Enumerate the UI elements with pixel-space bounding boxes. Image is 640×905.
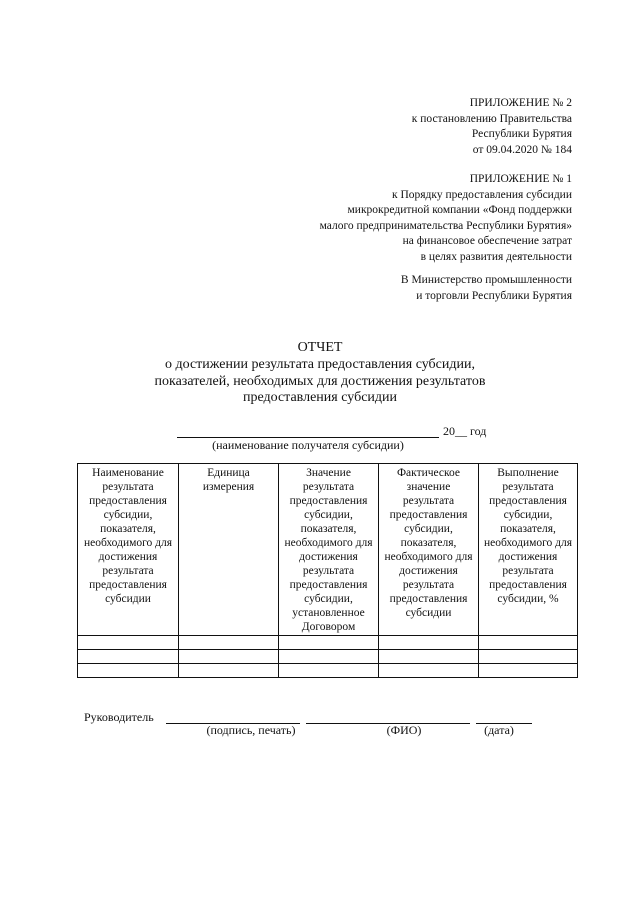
report-year: 20__ год — [443, 424, 487, 438]
table-cell[interactable] — [179, 650, 279, 664]
report-title: ОТЧЕТ — [297, 340, 343, 355]
table-cell[interactable] — [279, 650, 379, 664]
appendix-1-line: малого предпринимательства Республики Бурятия» — [319, 219, 572, 232]
appendix-2-title: ПРИЛОЖЕНИЕ № 2 — [469, 97, 572, 109]
table-cell[interactable] — [479, 650, 578, 664]
addressee-line: и торговли Республики Бурятия — [416, 289, 572, 302]
report-subtitle — [0, 357, 640, 407]
appendix-2-date: от 09.04.2020 № 184 — [472, 143, 572, 156]
header-cell-indicator-name: Наименование результата предоставления субсидии, показателя, необходимого для достижения результата предоставления субсидии — [78, 464, 179, 636]
table-cell[interactable] — [78, 636, 179, 650]
header-cell-completion: Выполнение результата предоставления субсидии, показателя, необходимого для достижения результата предоставления субсидии, % — [479, 464, 578, 636]
table-row — [78, 650, 578, 664]
appendix-1-line: в целях развития деятельности — [420, 250, 572, 263]
appendix-1-line: на финансовое обеспечение затрат — [402, 235, 572, 247]
table-cell[interactable] — [279, 664, 379, 678]
table-cell[interactable] — [279, 636, 379, 650]
report-table — [77, 463, 578, 678]
report-subtitle-line: показателей, необходимых для достижения результатов — [154, 373, 486, 389]
table-row — [78, 636, 578, 650]
appendix-1-title: ПРИЛОЖЕНИЕ № 1 — [469, 173, 572, 185]
signature-hint: (подпись, печать) — [206, 723, 296, 737]
appendix-1-line: к Порядку предоставления субсидии — [392, 188, 572, 201]
header-cell-unit: Единица измерения — [179, 464, 279, 636]
date-hint: (дата) — [484, 723, 514, 737]
table-cell[interactable] — [479, 664, 578, 678]
name-hint: (ФИО) — [386, 723, 422, 737]
appendix-1-header — [320, 172, 572, 265]
table-cell[interactable] — [179, 636, 279, 650]
addressee-line: В Министерство промышленности — [400, 274, 572, 286]
table-cell[interactable] — [379, 650, 479, 664]
appendix-2-line: к постановлению Правительства — [411, 112, 572, 125]
signature-label: Руководитель — [84, 710, 154, 724]
table-cell[interactable] — [78, 664, 179, 678]
header-cell-actual-value: Фактическое значение результата предоставления субсидии, показателя, необходимого для достижения результата предоставления субсидии — [379, 464, 479, 636]
appendix-1-line: микрокредитной компании «Фонд поддержки — [347, 204, 572, 216]
table-cell[interactable] — [78, 650, 179, 664]
appendix-2-header — [412, 96, 572, 158]
report-subtitle-line: о достижении результата предоставления субсидии, — [164, 357, 475, 372]
table-cell[interactable] — [379, 664, 479, 678]
table-cell[interactable] — [379, 636, 479, 650]
header-cell-planned-value: Значение результата предоставления субсидии, показателя, необходимого для достижения результата предоставления субсидии, установленное Договором — [279, 464, 379, 636]
appendix-2-line: Республики Бурятия — [471, 128, 572, 140]
table-row — [78, 664, 578, 678]
addressee-block — [401, 273, 572, 304]
table-cell[interactable] — [479, 636, 578, 650]
report-subtitle-line: предоставления субсидии — [242, 390, 398, 405]
recipient-hint: (наименование получателя субсидии) — [212, 438, 404, 452]
table-header-row — [78, 464, 578, 636]
table-cell[interactable] — [179, 664, 279, 678]
